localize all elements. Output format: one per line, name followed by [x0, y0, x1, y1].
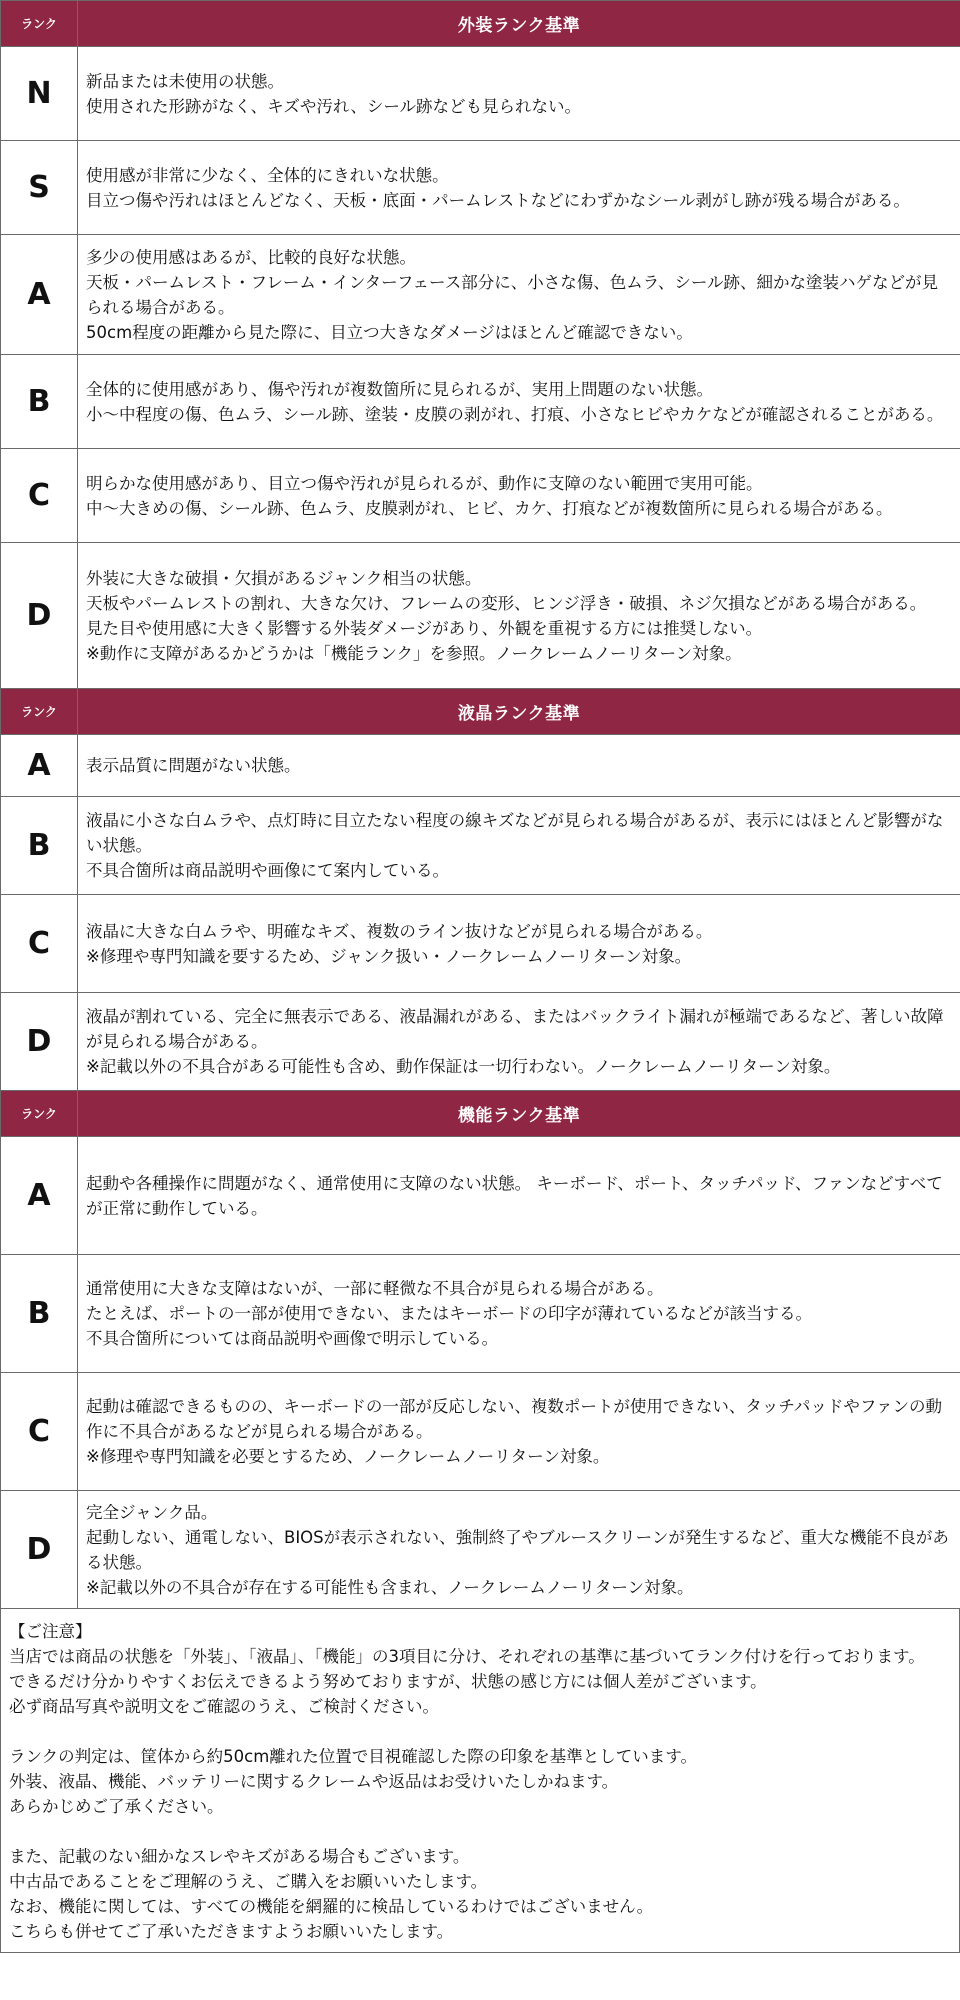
description-line: 天板・パームレスト・フレーム・インターフェース部分に、小さな傷、色ムラ、シール跡、細かな塗装ハゲなどが見られる場合がある。: [86, 272, 939, 317]
rank-description: [78, 235, 960, 355]
notes-line: 外装、液晶、機能、バッテリーに関するクレームや返品はお受けいたしかねます。: [9, 1772, 619, 1791]
rank-description: [78, 895, 960, 993]
description-line: ※修理や専門知識を要するため、ジャンク扱い・ノークレームノーリターン対象。: [86, 946, 692, 966]
notes-heading: 【ご注意】: [9, 1622, 92, 1641]
rank-description: [78, 1137, 960, 1255]
description-line: ※動作に支障があるかどうかは「機能ランク」を参照。ノークレームノーリターン対象。: [86, 643, 742, 663]
description-line: 使用感が非常に少なく、全体的にきれいな状態。: [86, 165, 449, 185]
lcd-rank-row-c: [1, 895, 960, 993]
description-line: 液晶に小さな白ムラや、点灯時に目立たない程度の線キズなどが見られる場合があるが、表示にはほとんど影響がない状態。: [86, 811, 944, 855]
rank-description: [78, 797, 960, 895]
description-line: 50cm程度の距離から見た際に、目立つ大きなダメージはほとんど確認できない。: [86, 322, 693, 342]
rank-letter: N: [1, 47, 78, 141]
lcd-header-row: [1, 689, 960, 735]
rank-letter: B: [1, 797, 78, 895]
exterior-section-title: 外装ランク基準: [78, 1, 960, 47]
function-rank-row-b: [1, 1255, 960, 1373]
description-line: 見た目や使用感に大きく影響する外装ダメージがあり、外観を重視する方には推奨しない。: [86, 618, 763, 638]
notes-line: あらかじめご了承ください。: [9, 1797, 224, 1816]
lcd-rank-column-header: ランク: [1, 689, 78, 735]
rank-letter: D: [1, 543, 78, 689]
rank-description: [78, 543, 960, 689]
notes-line: 必ず商品写真や説明文をご確認のうえ、ご検討ください。: [9, 1697, 439, 1716]
description-line: 不具合箇所については商品説明や画像で明示している。: [86, 1329, 499, 1348]
rank-description: [78, 1373, 960, 1491]
function-rank-row-a: [1, 1137, 960, 1255]
exterior-rank-row-c: [1, 449, 960, 543]
description-line: 外装に大きな破損・欠損があるジャンク相当の状態。: [86, 568, 482, 588]
description-line: 液晶が割れている、完全に無表示である、液晶漏れがある、またはバックライト漏れが極端であるなど、著しい故障が見られる場合がある。: [86, 1007, 944, 1051]
rank-table-body: [1, 1, 960, 1609]
exterior-rank-row-s: [1, 141, 960, 235]
rank-description: [78, 449, 960, 543]
notes-section: [0, 1609, 960, 1953]
exterior-rank-column-header: ランク: [1, 1, 78, 47]
rank-description: [78, 1255, 960, 1373]
description-line: 表示品質に問題がない状態。: [86, 756, 301, 775]
rank-letter: C: [1, 449, 78, 543]
rank-letter: S: [1, 141, 78, 235]
rank-letter: A: [1, 1137, 78, 1255]
notes-line: こちらも併せてご了承いただきますようお願いいたします。: [9, 1922, 454, 1941]
function-rank-row-d: [1, 1491, 960, 1609]
exterior-rank-row-a: [1, 235, 960, 355]
description-line: 全体的に使用感があり、傷や汚れが複数箇所に見られるが、実用上問題のない状態。: [86, 379, 713, 399]
description-line: たとえば、ポートの一部が使用できない、またはキーボードの印字が薄れているなどが該当する。: [86, 1304, 812, 1323]
notes-line: 中古品であることをご理解のうえ、ご購入をお願いいたします。: [9, 1872, 488, 1891]
rank-description: [78, 355, 960, 449]
lcd-rank-row-d: [1, 993, 960, 1091]
rank-letter: C: [1, 1373, 78, 1491]
exterior-rank-row-n: [1, 47, 960, 141]
exterior-rank-row-b: [1, 355, 960, 449]
notes-line: なお、機能に関しては、すべての機能を網羅的に検品しているわけではございません。: [9, 1897, 654, 1916]
rank-letter: B: [1, 355, 78, 449]
lcd-rank-row-b: [1, 797, 960, 895]
lcd-rank-row-a: [1, 735, 960, 797]
description-line: 完全ジャンク品。: [86, 1502, 218, 1522]
description-line: ※修理や専門知識を必要とするため、ノークレームノーリターン対象。: [86, 1447, 610, 1466]
description-line: 不具合箇所は商品説明や画像にて案内している。: [86, 861, 449, 880]
paragraph-gap: [9, 1819, 951, 1844]
rank-letter: C: [1, 895, 78, 993]
function-section-title: 機能ランク基準: [78, 1091, 960, 1137]
rank-description: [78, 141, 960, 235]
description-line: 多少の使用感はあるが、比較的良好な状態。: [86, 247, 416, 267]
notes-line: また、記載のない細かなスレやキズがある場合もございます。: [9, 1847, 470, 1866]
description-line: 新品または未使用の状態。: [86, 71, 284, 91]
description-line: 明らかな使用感があり、目立つ傷や汚れが見られるが、動作に支障のない範囲で実用可能。: [86, 473, 763, 493]
rank-letter: A: [1, 235, 78, 355]
description-line: 起動しない、通電しない、BIOSが表示されない、強制終了やブルースクリーンが発生するなど、重大な機能不良がある状態。: [86, 1527, 949, 1572]
description-line: 液晶に大きな白ムラや、明確なキズ、複数のライン抜けなどが見られる場合がある。: [86, 921, 713, 941]
function-rank-row-c: [1, 1373, 960, 1491]
exterior-rank-row-d: [1, 543, 960, 689]
description-line: 中〜大きめの傷、シール跡、色ムラ、皮膜剥がれ、ヒビ、カケ、打痕などが複数箇所に見られる場合がある。: [86, 498, 893, 518]
notes-line: できるだけ分かりやすくお伝えできるよう努めておりますが、状態の感じ方には個人差がございます。: [9, 1672, 767, 1691]
description-line: 小〜中程度の傷、色ムラ、シール跡、塗装・皮膜の剥がれ、打痕、小さなヒビやカケなどが確認されることがある。: [86, 404, 944, 424]
function-header-row: [1, 1091, 960, 1137]
description-line: ※記載以外の不具合が存在する可能性も含まれ、ノークレームノーリターン対象。: [86, 1577, 694, 1597]
rank-description: [78, 735, 960, 797]
description-line: 使用された形跡がなく、キズや汚れ、シール跡なども見られない。: [86, 96, 581, 116]
description-line: 通常使用に大きな支障はないが、一部に軽微な不具合が見られる場合がある。: [86, 1279, 664, 1298]
notes-line: 当店では商品の状態を「外装」、「液晶」、「機能」の3項目に分け、それぞれの基準に基づいてランク付けを行っております。: [9, 1647, 925, 1666]
function-rank-column-header: ランク: [1, 1091, 78, 1137]
rank-description: [78, 1491, 960, 1609]
description-line: ※記載以外の不具合がある可能性も含め、動作保証は一切行わない。ノークレームノーリターン対象。: [86, 1057, 841, 1076]
exterior-header-row: [1, 1, 960, 47]
notes-line: ランクの判定は、筐体から約50cm離れた位置で目視確認した際の印象を基準としています。: [9, 1747, 697, 1766]
rank-letter: D: [1, 1491, 78, 1609]
description-line: 天板やパームレストの割れ、大きな欠け、フレームの変形、ヒンジ浮き・破損、ネジ欠損などがある場合がある。: [86, 593, 927, 613]
description-line: 目立つ傷や汚れはほとんどなく、天板・底面・パームレストなどにわずかなシール剥がし跡が残る場合がある。: [86, 190, 910, 210]
description-line: 起動は確認できるものの、キーボードの一部が反応しない、複数ポートが使用できない、タッチパッドやファンの動作に不具合があるなどが見られる場合がある。: [86, 1397, 943, 1441]
rank-letter: D: [1, 993, 78, 1091]
rank-description: [78, 47, 960, 141]
lcd-section-title: 液晶ランク基準: [78, 689, 960, 735]
paragraph-gap: [9, 1719, 951, 1744]
rank-letter: A: [1, 735, 78, 797]
rank-description: [78, 993, 960, 1091]
description-line: 起動や各種操作に問題がなく、通常使用に支障のない状態。 キーボード、ポート、タッチパッド、ファンなどすべてが正常に動作している。: [86, 1173, 943, 1218]
rank-letter: B: [1, 1255, 78, 1373]
